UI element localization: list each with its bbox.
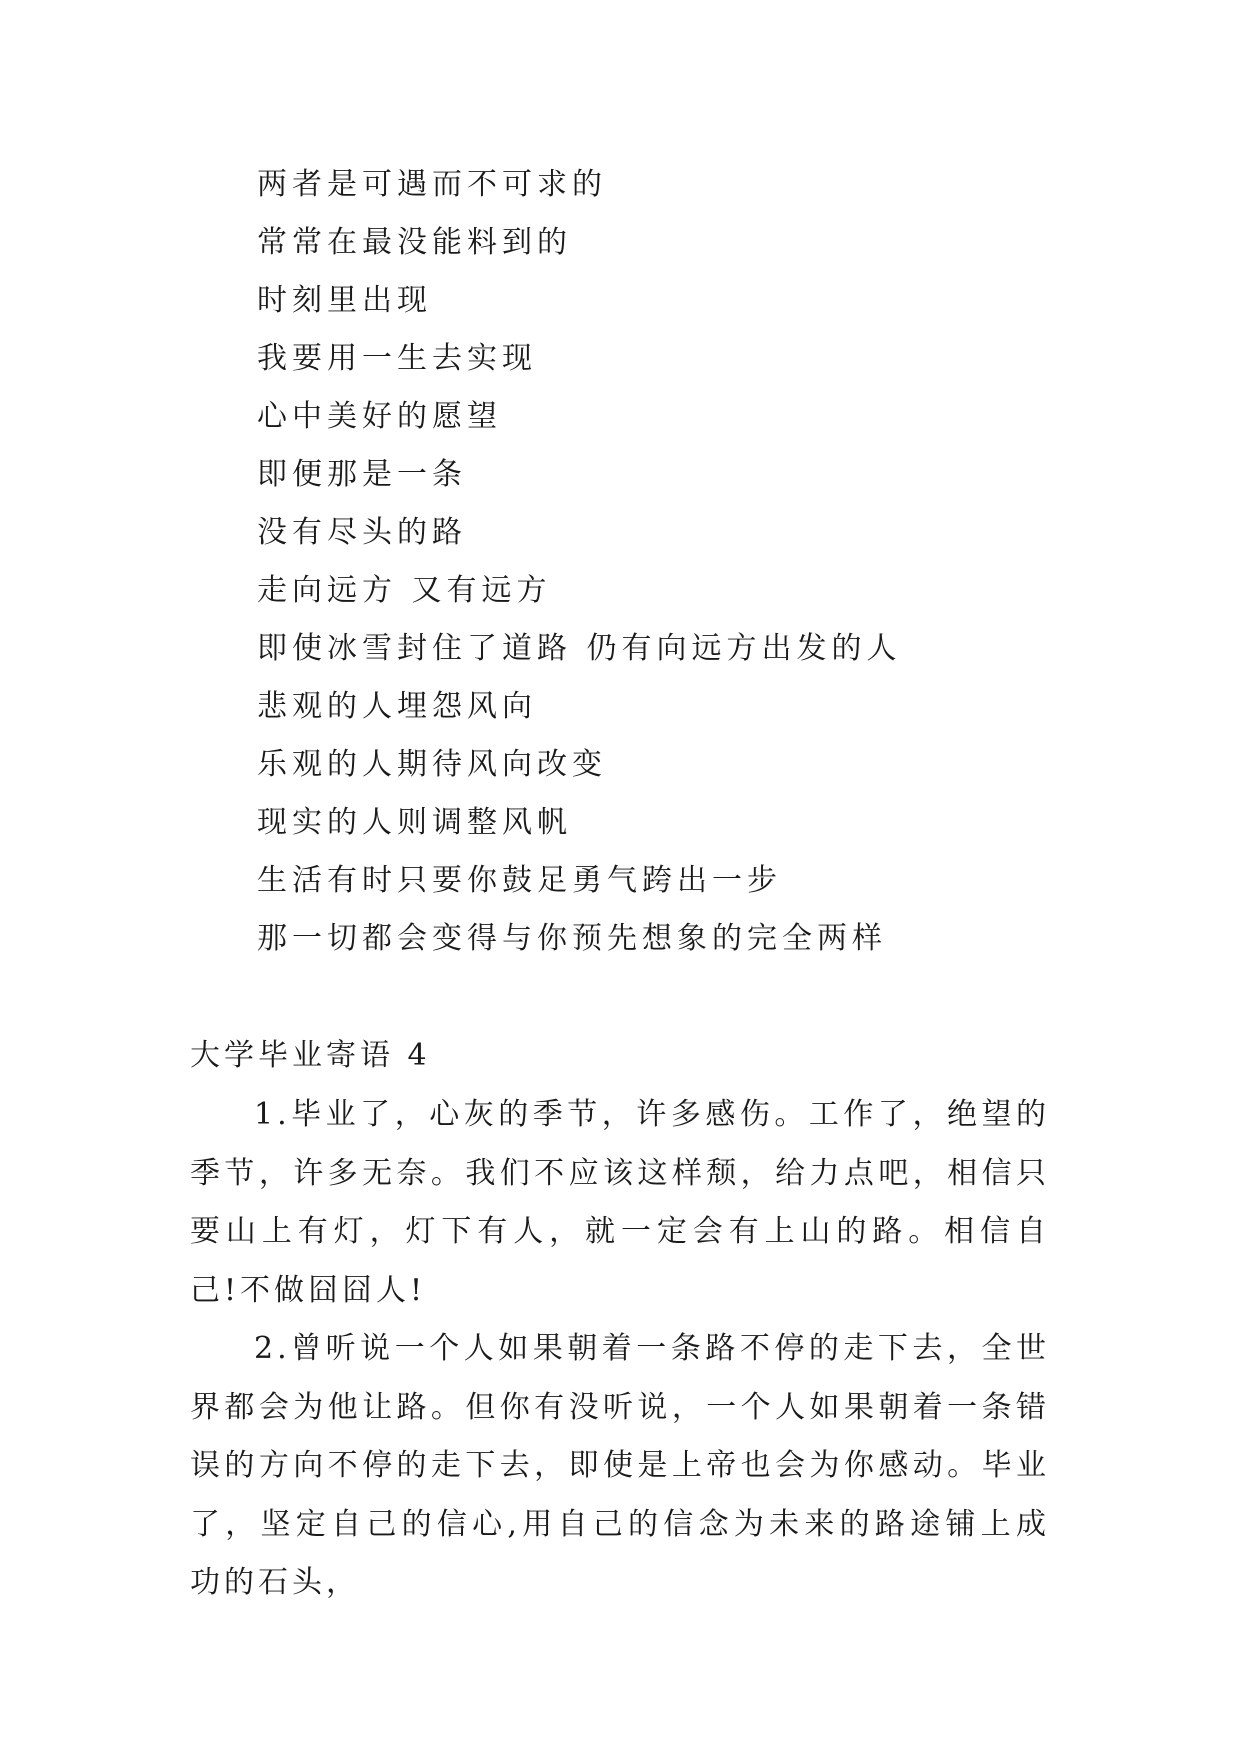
- poem-line: 时刻里出现: [257, 283, 432, 318]
- poem-line: 悲观的人埋怨风向: [257, 689, 537, 724]
- poem-line: 生活有时只要你鼓足勇气跨出一步: [257, 863, 782, 898]
- paragraph: 1.毕业了，心灰的季节，许多感伤。工作了，绝望的季节，许多无奈。我们不应该这样颓，给力点吧，相信只要山上有灯，灯下有人，就一定会有上山的路。相信自己!不做囧囧人!: [190, 1097, 1050, 1308]
- poem-line: 常常在最没能料到的: [257, 225, 572, 260]
- poem-line: 没有尽头的路: [257, 515, 467, 550]
- paragraph: 2.曾听说一个人如果朝着一条路不停的走下去，全世界都会为他让路。但你有没听说，一个人如果朝着一条错误的方向不停的走下去，即使是上帝也会为你感动。毕业了，坚定自己的信心,用自己的信念为未来的路途铺上成功的石头，: [190, 1331, 1050, 1600]
- poem-line: 两者是可遇而不可求的: [257, 167, 607, 202]
- poem-block: [257, 156, 902, 968]
- poem-line: 即使冰雪封住了道路 仍有向远方出发的人: [257, 631, 902, 666]
- poem-line: 现实的人则调整风帆: [257, 805, 572, 840]
- poem-line: 那一切都会变得与你预先想象的完全两样: [257, 921, 887, 956]
- poem-line: 即便那是一条: [257, 457, 467, 492]
- poem-line: 心中美好的愿望: [257, 399, 502, 434]
- poem-line: 走向远方 又有远方: [257, 573, 552, 608]
- poem-line: 乐观的人期待风向改变: [257, 747, 607, 782]
- section-heading: 大学毕业寄语 4: [190, 1038, 431, 1073]
- section-body: [190, 1086, 1050, 1613]
- poem-line: 我要用一生去实现: [257, 341, 537, 376]
